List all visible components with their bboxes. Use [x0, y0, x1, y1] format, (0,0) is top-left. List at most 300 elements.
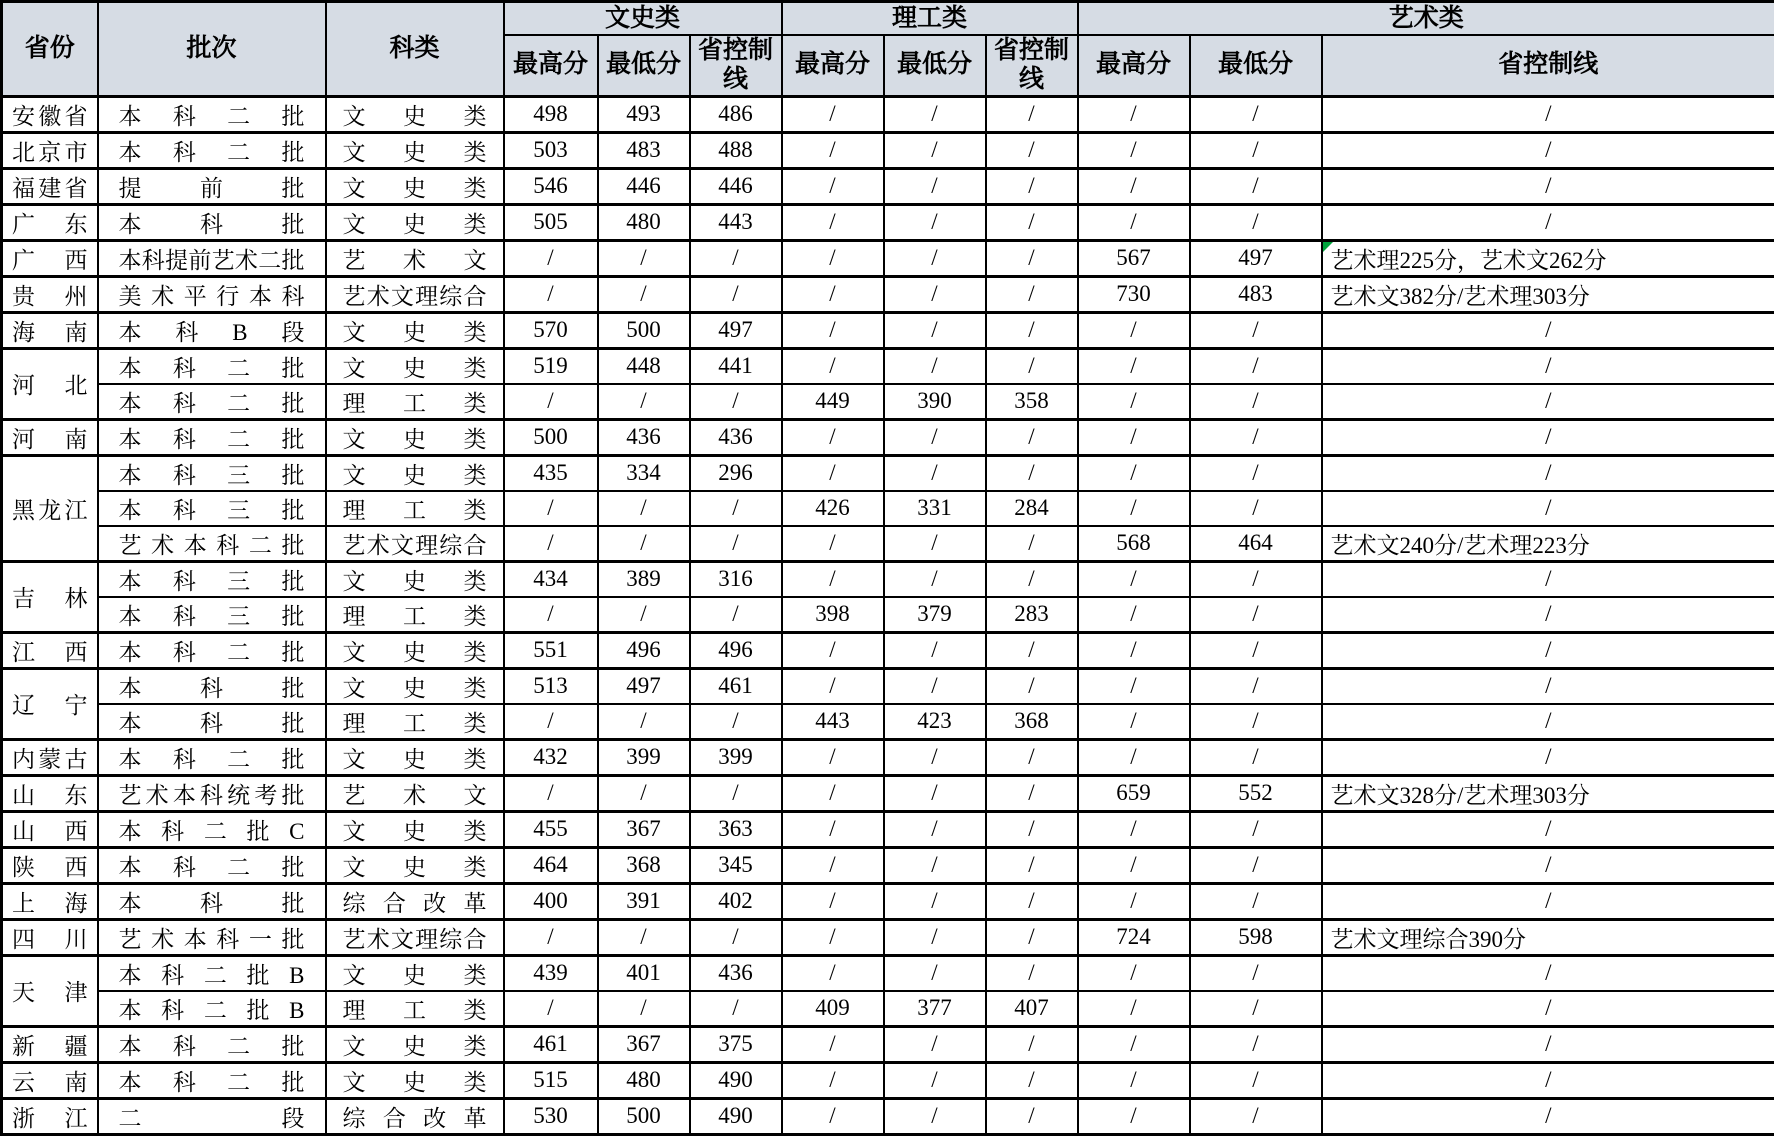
- score-cell-yishu-min: /: [1190, 419, 1322, 455]
- score-cell-ligong-max: /: [782, 811, 884, 847]
- score-cell-wenshi-ctrl: 316: [690, 561, 782, 597]
- score-cell-yishu-ctrl: /: [1322, 419, 1774, 455]
- score-cell-ligong-max: /: [782, 168, 884, 204]
- score-cell-ligong-ctrl: /: [986, 240, 1078, 276]
- score-cell-ligong-min: 377: [884, 991, 986, 1027]
- province-cell: 新疆: [2, 1026, 98, 1062]
- score-cell-yishu-max: 730: [1078, 276, 1190, 312]
- score-cell-yishu-min: /: [1190, 168, 1322, 204]
- batch-cell: 本科二批: [98, 847, 326, 883]
- header-wenshi-max: 最高分: [504, 35, 598, 97]
- score-cell-wenshi-max: 546: [504, 168, 598, 204]
- province-cell: 安徽省: [2, 96, 98, 132]
- score-cell-yishu-max: 724: [1078, 919, 1190, 955]
- score-cell-wenshi-ctrl: 436: [690, 419, 782, 455]
- score-cell-wenshi-max: 570: [504, 312, 598, 348]
- header-group-wenshi: 文史类: [504, 2, 782, 35]
- score-cell-yishu-ctrl: 艺术理225分，艺术文262分: [1322, 240, 1774, 276]
- score-cell-ligong-ctrl: /: [986, 632, 1078, 668]
- table-row: [2, 632, 1774, 668]
- score-cell-wenshi-ctrl: /: [690, 526, 782, 562]
- batch-cell: 本科三批: [98, 455, 326, 491]
- subject-cell: 文史类: [326, 632, 504, 668]
- header-ligong-ctrl: 省控制线: [986, 35, 1078, 97]
- score-cell-wenshi-max: /: [504, 919, 598, 955]
- batch-cell: 本科二批B: [98, 991, 326, 1027]
- score-cell-yishu-max: /: [1078, 739, 1190, 775]
- score-cell-wenshi-min: /: [598, 775, 690, 811]
- score-cell-wenshi-max: /: [504, 240, 598, 276]
- score-cell-yishu-min: /: [1190, 811, 1322, 847]
- score-cell-wenshi-ctrl: 486: [690, 96, 782, 132]
- score-cell-yishu-max: /: [1078, 597, 1190, 633]
- score-cell-ligong-ctrl: /: [986, 96, 1078, 132]
- subject-cell: 文史类: [326, 168, 504, 204]
- batch-cell: 本科二批: [98, 1062, 326, 1098]
- score-cell-wenshi-max: /: [504, 276, 598, 312]
- score-cell-yishu-ctrl: /: [1322, 312, 1774, 348]
- score-cell-ligong-min: /: [884, 811, 986, 847]
- header-group-ligong: 理工类: [782, 2, 1078, 35]
- score-cell-wenshi-min: 367: [598, 1026, 690, 1062]
- score-cell-ligong-max: /: [782, 955, 884, 991]
- score-cell-ligong-ctrl: /: [986, 526, 1078, 562]
- score-cell-ligong-ctrl: 407: [986, 991, 1078, 1027]
- score-cell-yishu-ctrl: /: [1322, 739, 1774, 775]
- batch-cell: 本科三批: [98, 561, 326, 597]
- header-province: 省份: [2, 2, 98, 97]
- score-cell-wenshi-ctrl: 399: [690, 739, 782, 775]
- score-cell-yishu-ctrl: /: [1322, 811, 1774, 847]
- score-cell-ligong-max: /: [782, 312, 884, 348]
- score-cell-wenshi-ctrl: 497: [690, 312, 782, 348]
- score-cell-ligong-ctrl: /: [986, 1062, 1078, 1098]
- table-row: [2, 991, 1774, 1027]
- subject-cell: 文史类: [326, 1026, 504, 1062]
- score-cell-wenshi-min: 448: [598, 348, 690, 384]
- score-cell-wenshi-max: 439: [504, 955, 598, 991]
- score-cell-yishu-min: /: [1190, 384, 1322, 420]
- score-cell-ligong-min: 390: [884, 384, 986, 420]
- score-cell-wenshi-min: 500: [598, 1098, 690, 1134]
- header-ligong-min: 最低分: [884, 35, 986, 97]
- score-cell-wenshi-max: 519: [504, 348, 598, 384]
- score-cell-wenshi-max: /: [504, 384, 598, 420]
- header-wenshi-ctrl: 省控制线: [690, 35, 782, 97]
- score-cell-ligong-ctrl: /: [986, 883, 1078, 919]
- batch-cell: 艺术本科二批: [98, 526, 326, 562]
- batch-cell: 本科批: [98, 704, 326, 740]
- subject-cell: 艺术文理综合: [326, 276, 504, 312]
- score-cell-wenshi-min: 436: [598, 419, 690, 455]
- score-cell-ligong-ctrl: 283: [986, 597, 1078, 633]
- score-cell-wenshi-min: 496: [598, 632, 690, 668]
- score-cell-ligong-min: /: [884, 132, 986, 168]
- score-cell-yishu-max: /: [1078, 847, 1190, 883]
- table-row: [2, 847, 1774, 883]
- table-row: [2, 384, 1774, 420]
- score-cell-wenshi-max: 432: [504, 739, 598, 775]
- score-cell-ligong-max: /: [782, 883, 884, 919]
- subject-cell: 文史类: [326, 561, 504, 597]
- score-cell-wenshi-max: 464: [504, 847, 598, 883]
- score-cell-wenshi-ctrl: 345: [690, 847, 782, 883]
- subject-cell: 文史类: [326, 419, 504, 455]
- score-cell-yishu-max: 659: [1078, 775, 1190, 811]
- batch-cell: 提前批: [98, 168, 326, 204]
- score-cell-ligong-min: /: [884, 168, 986, 204]
- score-cell-ligong-ctrl: /: [986, 132, 1078, 168]
- score-cell-wenshi-ctrl: /: [690, 597, 782, 633]
- score-cell-yishu-ctrl: 艺术文328分/艺术理303分: [1322, 775, 1774, 811]
- province-cell: 内蒙古: [2, 739, 98, 775]
- header-yishu-min: 最低分: [1190, 35, 1322, 97]
- subject-cell: 文史类: [326, 1062, 504, 1098]
- score-cell-wenshi-max: 498: [504, 96, 598, 132]
- score-cell-wenshi-min: 401: [598, 955, 690, 991]
- table-row: [2, 96, 1774, 132]
- score-cell-yishu-min: /: [1190, 1098, 1322, 1134]
- header-yishu-max: 最高分: [1078, 35, 1190, 97]
- score-cell-yishu-max: /: [1078, 312, 1190, 348]
- score-cell-ligong-min: /: [884, 348, 986, 384]
- province-cell: 天津: [2, 955, 98, 1026]
- batch-cell: 本科二批: [98, 1026, 326, 1062]
- score-cell-wenshi-max: 461: [504, 1026, 598, 1062]
- province-cell: 浙江: [2, 1098, 98, 1134]
- score-cell-ligong-ctrl: /: [986, 955, 1078, 991]
- score-cell-yishu-ctrl: /: [1322, 883, 1774, 919]
- score-cell-ligong-max: 409: [782, 991, 884, 1027]
- score-cell-ligong-min: /: [884, 1026, 986, 1062]
- score-cell-ligong-min: /: [884, 847, 986, 883]
- score-cell-ligong-min: 379: [884, 597, 986, 633]
- subject-cell: 文史类: [326, 204, 504, 240]
- score-cell-wenshi-ctrl: /: [690, 276, 782, 312]
- score-cell-wenshi-ctrl: /: [690, 775, 782, 811]
- province-cell: 黑龙江: [2, 455, 98, 561]
- score-cell-ligong-ctrl: 368: [986, 704, 1078, 740]
- score-cell-yishu-max: /: [1078, 1098, 1190, 1134]
- score-cell-yishu-min: 497: [1190, 240, 1322, 276]
- score-cell-yishu-min: /: [1190, 668, 1322, 704]
- table-row: [2, 276, 1774, 312]
- province-cell: 陕西: [2, 847, 98, 883]
- score-cell-wenshi-ctrl: 363: [690, 811, 782, 847]
- table-row: [2, 775, 1774, 811]
- score-cell-ligong-ctrl: /: [986, 668, 1078, 704]
- score-cell-wenshi-max: 500: [504, 419, 598, 455]
- batch-cell: 本科二批: [98, 348, 326, 384]
- score-cell-ligong-max: /: [782, 1026, 884, 1062]
- score-cell-wenshi-min: /: [598, 526, 690, 562]
- subject-cell: 文史类: [326, 811, 504, 847]
- score-cell-wenshi-min: 500: [598, 312, 690, 348]
- header-wenshi-min: 最低分: [598, 35, 690, 97]
- score-cell-yishu-min: /: [1190, 991, 1322, 1027]
- subject-cell: 理工类: [326, 491, 504, 526]
- score-cell-wenshi-min: 368: [598, 847, 690, 883]
- subject-cell: 理工类: [326, 597, 504, 633]
- province-cell: 上海: [2, 883, 98, 919]
- score-cell-ligong-min: /: [884, 668, 986, 704]
- score-cell-ligong-min: /: [884, 561, 986, 597]
- score-cell-yishu-ctrl: /: [1322, 491, 1774, 526]
- score-cell-wenshi-max: /: [504, 991, 598, 1027]
- batch-cell: 本科提前艺术二批: [98, 240, 326, 276]
- score-cell-wenshi-max: 551: [504, 632, 598, 668]
- table-row: [2, 1098, 1774, 1134]
- score-cell-yishu-ctrl: /: [1322, 847, 1774, 883]
- score-cell-ligong-ctrl: /: [986, 775, 1078, 811]
- subject-cell: 艺术文: [326, 240, 504, 276]
- score-cell-wenshi-ctrl: 402: [690, 883, 782, 919]
- province-cell: 海南: [2, 312, 98, 348]
- batch-cell: 艺术本科一批: [98, 919, 326, 955]
- score-cell-yishu-min: /: [1190, 312, 1322, 348]
- score-cell-yishu-min: /: [1190, 704, 1322, 740]
- score-cell-ligong-max: /: [782, 526, 884, 562]
- score-cell-ligong-max: /: [782, 847, 884, 883]
- score-cell-ligong-min: /: [884, 455, 986, 491]
- score-cell-wenshi-min: 391: [598, 883, 690, 919]
- score-cell-yishu-ctrl: /: [1322, 384, 1774, 420]
- batch-cell: 本科批: [98, 204, 326, 240]
- subject-cell: 理工类: [326, 384, 504, 420]
- batch-cell: 本科批: [98, 668, 326, 704]
- province-cell: 云南: [2, 1062, 98, 1098]
- header-subject: 科类: [326, 2, 504, 97]
- score-cell-yishu-min: 552: [1190, 775, 1322, 811]
- score-cell-wenshi-ctrl: 461: [690, 668, 782, 704]
- score-cell-wenshi-min: 334: [598, 455, 690, 491]
- score-cell-ligong-ctrl: /: [986, 455, 1078, 491]
- score-cell-yishu-ctrl: /: [1322, 668, 1774, 704]
- score-cell-wenshi-min: 493: [598, 96, 690, 132]
- score-cell-yishu-ctrl: 艺术文理综合390分: [1322, 919, 1774, 955]
- table-row: [2, 526, 1774, 562]
- score-cell-ligong-min: /: [884, 919, 986, 955]
- batch-cell: 本科二批: [98, 739, 326, 775]
- score-cell-yishu-max: 568: [1078, 526, 1190, 562]
- score-cell-ligong-max: /: [782, 455, 884, 491]
- score-cell-yishu-ctrl: /: [1322, 1098, 1774, 1134]
- score-cell-wenshi-min: 446: [598, 168, 690, 204]
- score-cell-ligong-min: /: [884, 312, 986, 348]
- score-cell-ligong-min: /: [884, 96, 986, 132]
- score-cell-yishu-min: /: [1190, 632, 1322, 668]
- score-cell-wenshi-ctrl: 446: [690, 168, 782, 204]
- score-cell-ligong-ctrl: /: [986, 204, 1078, 240]
- score-cell-wenshi-min: /: [598, 276, 690, 312]
- score-cell-wenshi-max: /: [504, 526, 598, 562]
- score-cell-wenshi-ctrl: /: [690, 491, 782, 526]
- score-cell-wenshi-max: 515: [504, 1062, 598, 1098]
- score-cell-ligong-min: /: [884, 204, 986, 240]
- score-cell-yishu-ctrl: /: [1322, 204, 1774, 240]
- score-cell-yishu-min: /: [1190, 847, 1322, 883]
- province-cell: 河北: [2, 348, 98, 419]
- table-row: [2, 919, 1774, 955]
- batch-cell: 本科二批: [98, 632, 326, 668]
- score-cell-ligong-ctrl: /: [986, 561, 1078, 597]
- score-cell-wenshi-ctrl: /: [690, 704, 782, 740]
- score-cell-wenshi-ctrl: 490: [690, 1062, 782, 1098]
- score-cell-wenshi-ctrl: 441: [690, 348, 782, 384]
- province-cell: 辽宁: [2, 668, 98, 739]
- batch-cell: 本科三批: [98, 491, 326, 526]
- header-ligong-max: 最高分: [782, 35, 884, 97]
- score-cell-yishu-ctrl: /: [1322, 991, 1774, 1027]
- score-cell-ligong-ctrl: /: [986, 1026, 1078, 1062]
- province-cell: 北京市: [2, 132, 98, 168]
- score-cell-wenshi-ctrl: 443: [690, 204, 782, 240]
- batch-cell: 本科二批: [98, 419, 326, 455]
- score-cell-ligong-ctrl: /: [986, 276, 1078, 312]
- score-cell-yishu-ctrl: /: [1322, 1062, 1774, 1098]
- score-cell-ligong-max: /: [782, 419, 884, 455]
- score-cell-ligong-ctrl: /: [986, 419, 1078, 455]
- province-cell: 河南: [2, 419, 98, 455]
- score-cell-ligong-ctrl: /: [986, 1098, 1078, 1134]
- score-cell-wenshi-ctrl: 375: [690, 1026, 782, 1062]
- score-cell-ligong-ctrl: /: [986, 847, 1078, 883]
- score-cell-yishu-ctrl: /: [1322, 168, 1774, 204]
- score-cell-yishu-min: /: [1190, 455, 1322, 491]
- score-cell-wenshi-max: 505: [504, 204, 598, 240]
- header-yishu-ctrl: 省控制线: [1322, 35, 1774, 97]
- province-cell: 江西: [2, 632, 98, 668]
- score-cell-ligong-ctrl: 284: [986, 491, 1078, 526]
- score-cell-ligong-min: /: [884, 1098, 986, 1134]
- score-cell-ligong-max: /: [782, 204, 884, 240]
- score-cell-ligong-ctrl: /: [986, 168, 1078, 204]
- score-cell-ligong-ctrl: /: [986, 811, 1078, 847]
- score-cell-ligong-max: /: [782, 739, 884, 775]
- score-cell-wenshi-min: 367: [598, 811, 690, 847]
- score-cell-wenshi-max: 530: [504, 1098, 598, 1134]
- score-cell-yishu-max: /: [1078, 991, 1190, 1027]
- score-cell-yishu-ctrl: /: [1322, 455, 1774, 491]
- province-cell: 四川: [2, 919, 98, 955]
- table-row: [2, 168, 1774, 204]
- score-cell-ligong-max: 449: [782, 384, 884, 420]
- header-row-groups: [2, 2, 1774, 35]
- score-cell-ligong-min: /: [884, 955, 986, 991]
- score-cell-wenshi-ctrl: 436: [690, 955, 782, 991]
- subject-cell: 文史类: [326, 955, 504, 991]
- score-cell-yishu-max: /: [1078, 204, 1190, 240]
- batch-cell: 二段: [98, 1098, 326, 1134]
- table-row: [2, 348, 1774, 384]
- score-cell-ligong-ctrl: /: [986, 312, 1078, 348]
- score-cell-yishu-min: /: [1190, 348, 1322, 384]
- score-cell-wenshi-min: 389: [598, 561, 690, 597]
- score-cell-yishu-ctrl: /: [1322, 96, 1774, 132]
- table-row: [2, 883, 1774, 919]
- score-cell-wenshi-min: /: [598, 240, 690, 276]
- table-row: [2, 739, 1774, 775]
- score-cell-ligong-min: /: [884, 632, 986, 668]
- score-cell-yishu-max: /: [1078, 668, 1190, 704]
- score-cell-ligong-max: /: [782, 561, 884, 597]
- score-cell-yishu-max: /: [1078, 561, 1190, 597]
- table-row: [2, 491, 1774, 526]
- subject-cell: 理工类: [326, 704, 504, 740]
- table-row: [2, 455, 1774, 491]
- score-cell-yishu-min: /: [1190, 561, 1322, 597]
- batch-cell: 本科二批B: [98, 955, 326, 991]
- score-cell-yishu-min: /: [1190, 96, 1322, 132]
- subject-cell: 文史类: [326, 668, 504, 704]
- score-cell-wenshi-min: /: [598, 704, 690, 740]
- score-cell-ligong-ctrl: /: [986, 348, 1078, 384]
- score-cell-yishu-ctrl: /: [1322, 348, 1774, 384]
- score-cell-ligong-max: /: [782, 919, 884, 955]
- score-cell-yishu-ctrl: 艺术文382分/艺术理303分: [1322, 276, 1774, 312]
- score-cell-ligong-ctrl: 358: [986, 384, 1078, 420]
- score-cell-ligong-max: /: [782, 632, 884, 668]
- score-cell-ligong-max: /: [782, 1098, 884, 1134]
- score-cell-ligong-min: /: [884, 739, 986, 775]
- score-cell-ligong-min: /: [884, 883, 986, 919]
- subject-cell: 综合改革: [326, 1098, 504, 1134]
- subject-cell: 文史类: [326, 739, 504, 775]
- score-cell-yishu-min: 598: [1190, 919, 1322, 955]
- score-cell-wenshi-max: 503: [504, 132, 598, 168]
- table-row: [2, 204, 1774, 240]
- score-cell-wenshi-ctrl: 496: [690, 632, 782, 668]
- score-cell-yishu-min: /: [1190, 739, 1322, 775]
- score-cell-ligong-max: /: [782, 348, 884, 384]
- score-cell-ligong-max: /: [782, 276, 884, 312]
- score-cell-wenshi-max: /: [504, 491, 598, 526]
- score-cell-yishu-max: /: [1078, 632, 1190, 668]
- score-cell-ligong-max: /: [782, 1062, 884, 1098]
- score-cell-wenshi-min: 480: [598, 204, 690, 240]
- table-row: [2, 1026, 1774, 1062]
- subject-cell: 综合改革: [326, 883, 504, 919]
- score-cell-wenshi-max: 435: [504, 455, 598, 491]
- score-cell-yishu-max: /: [1078, 491, 1190, 526]
- score-cell-yishu-ctrl: /: [1322, 597, 1774, 633]
- table-row: [2, 312, 1774, 348]
- score-cell-ligong-ctrl: /: [986, 739, 1078, 775]
- score-cell-ligong-max: 426: [782, 491, 884, 526]
- subject-cell: 艺术文理综合: [326, 919, 504, 955]
- score-cell-yishu-max: /: [1078, 348, 1190, 384]
- score-cell-yishu-max: /: [1078, 96, 1190, 132]
- header-group-yishu: 艺术类: [1078, 2, 1774, 35]
- score-cell-yishu-max: /: [1078, 1026, 1190, 1062]
- score-cell-yishu-min: 483: [1190, 276, 1322, 312]
- score-cell-ligong-max: 443: [782, 704, 884, 740]
- score-cell-yishu-max: /: [1078, 384, 1190, 420]
- batch-cell: 本科批: [98, 883, 326, 919]
- score-cell-wenshi-max: 400: [504, 883, 598, 919]
- score-cell-yishu-min: /: [1190, 1062, 1322, 1098]
- score-cell-wenshi-max: /: [504, 597, 598, 633]
- score-cell-yishu-min: /: [1190, 883, 1322, 919]
- table-body: [2, 96, 1774, 1134]
- table-row: [2, 561, 1774, 597]
- province-cell: 广东: [2, 204, 98, 240]
- score-cell-ligong-max: /: [782, 132, 884, 168]
- score-cell-ligong-max: /: [782, 96, 884, 132]
- score-cell-yishu-min: /: [1190, 204, 1322, 240]
- score-cell-wenshi-min: /: [598, 991, 690, 1027]
- score-cell-yishu-ctrl: /: [1322, 704, 1774, 740]
